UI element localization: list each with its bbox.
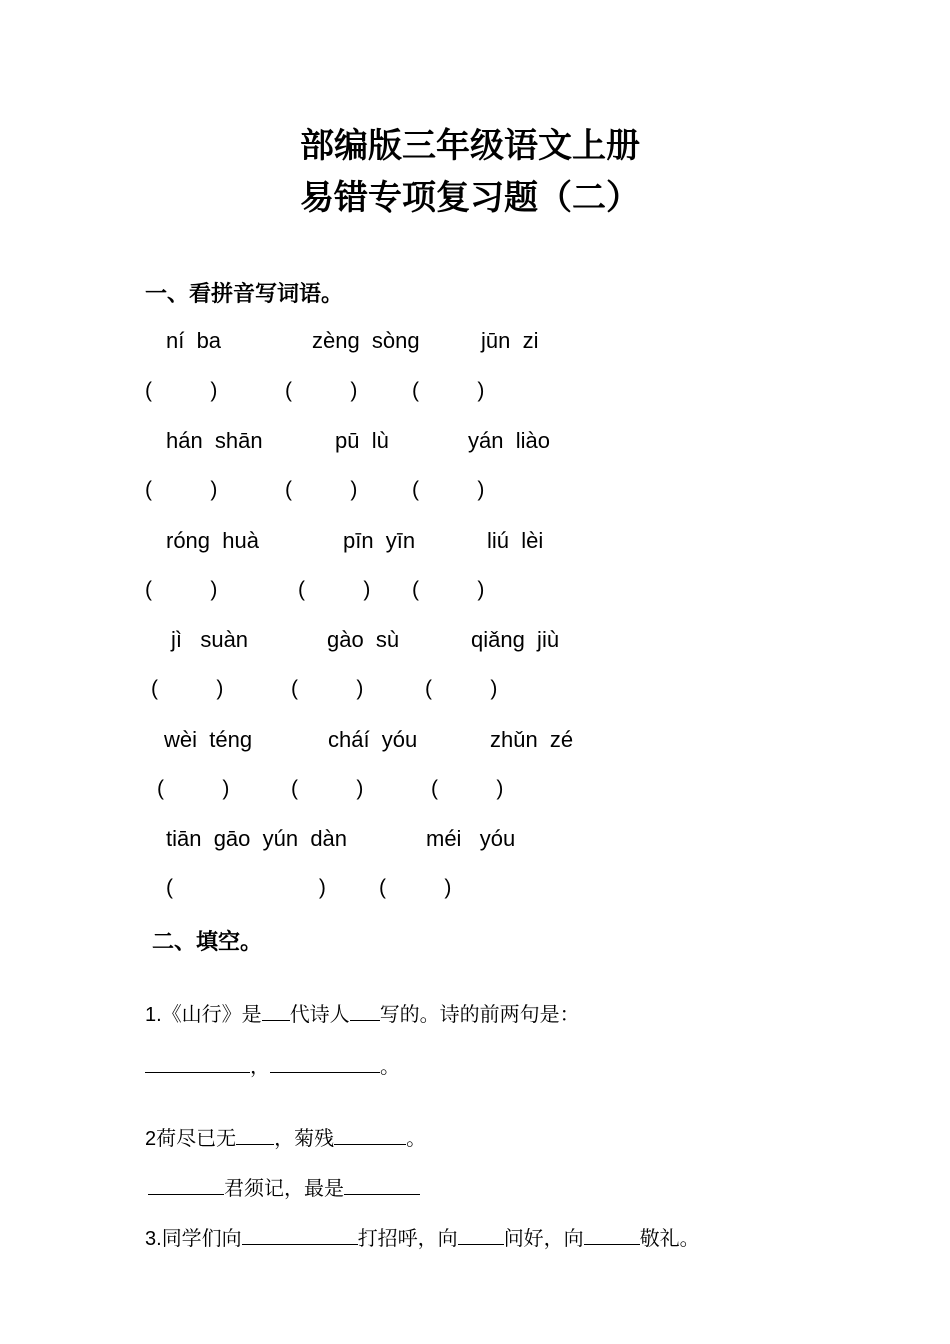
answer-paren[interactable]: ( ) [425, 677, 498, 700]
answer-paren-long[interactable]: ( ) [166, 876, 326, 899]
pinyin-yan-liao: yán liào [468, 428, 550, 453]
answer-paren[interactable]: ( ) [285, 379, 358, 402]
pinyin-wei-teng: wèi téng [164, 727, 253, 752]
answer-paren[interactable]: ( ) [145, 578, 218, 601]
question-text: 君须记，最是 [224, 1176, 344, 1200]
section2-heading: 二、填空。 [152, 930, 263, 955]
pinyin-pu-lu: pū lù [335, 428, 389, 453]
question-text: 荷尽已无 [156, 1126, 237, 1150]
question-3 [145, 1198, 700, 1251]
blank-greet[interactable] [242, 1224, 358, 1245]
pinyin-liu-lei: liú lèi [487, 528, 544, 553]
blank-dynasty[interactable] [262, 1000, 290, 1021]
question-number: 1. [145, 1004, 162, 1026]
page-title-line1: 部编版三年级语文上册 [300, 126, 640, 166]
page-title-line2: 易错专项复习题（二） [300, 178, 640, 218]
pinyin-tian-gao-yun-dan: tiān gāo yún dàn [166, 826, 348, 851]
answer-paren[interactable]: ( ) [298, 578, 371, 601]
blank-line2[interactable] [270, 1052, 380, 1073]
pinyin-zhun-ze: zhǔn zé [490, 727, 574, 752]
answer-paren[interactable]: ( ) [412, 478, 485, 501]
pinyin-rong-hua: róng huà [166, 528, 259, 553]
blank-poem-b[interactable] [334, 1124, 406, 1145]
pinyin-qiang-jiu: qiǎng jiù [471, 627, 560, 652]
question-number: 3. [145, 1228, 162, 1250]
answer-paren[interactable]: ( ) [379, 876, 452, 899]
blank-line1[interactable] [145, 1052, 250, 1073]
blank-salute[interactable] [584, 1224, 640, 1245]
question-text: ，菊残 [274, 1126, 335, 1150]
answer-paren[interactable]: ( ) [285, 478, 358, 501]
pinyin-chai-you: cháí yóu [328, 727, 418, 752]
answer-paren[interactable]: ( ) [412, 379, 485, 402]
answer-paren[interactable]: ( ) [412, 578, 485, 601]
blank-poem-d[interactable] [344, 1174, 420, 1195]
section1-heading: 一、看拼音写词语。 [145, 282, 344, 307]
blank-poem-c[interactable] [148, 1174, 224, 1195]
question-text: 写的。诗的前两句是： [379, 1002, 580, 1026]
period: 。 [406, 1126, 427, 1150]
pinyin-mei-you: méi yóu [426, 826, 516, 851]
answer-paren[interactable]: ( ) [291, 777, 364, 800]
question-text: 代诗人 [289, 1002, 350, 1026]
answer-paren[interactable]: ( ) [145, 478, 218, 501]
pinyin-pin-yin: pīn yīn [343, 528, 416, 553]
answer-paren[interactable]: ( ) [157, 777, 230, 800]
pinyin-ni-ba: ní ba [166, 328, 222, 353]
question-1-answer-line [145, 1026, 400, 1079]
period: 。 [380, 1054, 400, 1078]
answer-paren[interactable]: ( ) [145, 379, 218, 402]
blank-poem-a[interactable] [236, 1124, 274, 1145]
question-text: 打招呼，向 [357, 1226, 458, 1250]
pinyin-gao-su: gào sù [327, 627, 400, 652]
answer-paren[interactable]: ( ) [291, 677, 364, 700]
pinyin-ji-suan: jì suàn [171, 627, 249, 652]
comma: ， [250, 1054, 270, 1078]
blank-hello[interactable] [458, 1224, 504, 1245]
blank-poet[interactable] [350, 1000, 380, 1021]
question-text: 敬礼。 [639, 1226, 700, 1250]
pinyin-jun-zi: jūn zi [481, 328, 539, 353]
pinyin-zeng-song: zèng sòng [312, 328, 420, 353]
question-text: 《山行》是 [161, 1002, 262, 1026]
answer-paren[interactable]: ( ) [151, 677, 224, 700]
question-text: 同学们向 [161, 1226, 242, 1250]
question-2 [145, 1098, 426, 1151]
answer-paren[interactable]: ( ) [431, 777, 504, 800]
question-2-line2 [148, 1148, 420, 1201]
question-number: 2 [145, 1128, 157, 1150]
question-1 [145, 974, 580, 1027]
question-text: 问好，向 [503, 1226, 584, 1250]
pinyin-han-shan: hán shān [166, 428, 263, 453]
